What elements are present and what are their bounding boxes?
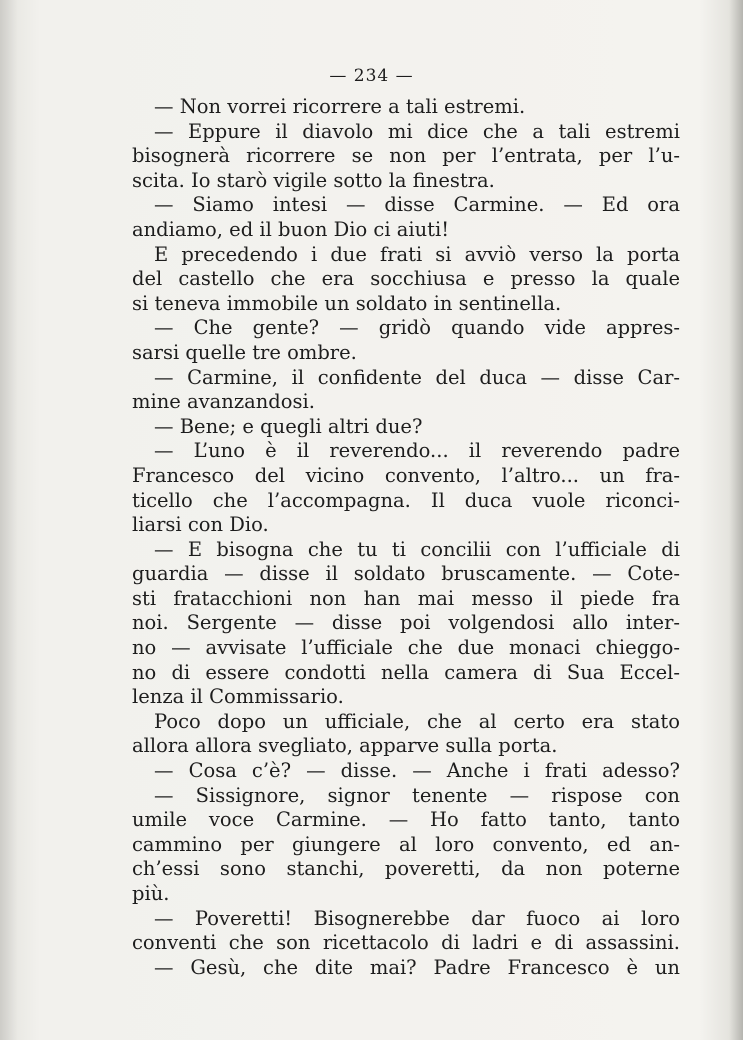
text-line: conventi che son ricettacolo di ladri e di assassini. [132, 931, 680, 955]
text-line: liarsi con Dio. [132, 513, 269, 537]
text-line: noi. Sergente — disse poi volgendosi allo inter- [132, 611, 680, 635]
text-line: — Siamo intesi — disse Carmine. — Ed ora [154, 193, 680, 217]
text-line: scita. Io starò vigile sotto la finestra. [132, 168, 495, 192]
text-line: E precedendo i due frati si avviò verso la porta [154, 242, 680, 266]
text-line: — Che gente? — gridò quando vide appres- [154, 316, 680, 340]
text-line: del castello che era socchiusa e presso la quale [132, 267, 680, 291]
text-line: — Poveretti! Bisognerebbe dar fuoco ai loro [154, 906, 680, 930]
text-line: mine avanzandosi. [132, 390, 315, 414]
text-line: allora allora svegliato, apparve sulla porta. [132, 734, 558, 758]
text-line: — L’uno è il reverendo... il reverendo padre [154, 439, 680, 463]
text-line: si teneva immobile un soldato in sentinella. [132, 291, 562, 315]
spine-shadow [0, 0, 18, 1040]
text-line: — E bisogna che tu ti concilii con l’ufficiale di [154, 537, 680, 561]
text-line: lenza il Commissario. [132, 685, 344, 709]
text-line: ch’essi sono stanchi, poveretti, da non poterne [132, 857, 680, 881]
text-line: — Bene; e quegli altri due? [154, 414, 423, 438]
text-line: cammino per giungere al loro convento, ed an- [132, 832, 680, 856]
page-number: — 234 — [329, 66, 414, 86]
text-line: andiamo, ed il buon Dio ci aiuti! [132, 217, 450, 241]
text-line: no — avvisate l’ufficiale che due monaci chieggo- [132, 636, 680, 660]
text-line: — Sissignore, signor tenente — rispose con [154, 783, 680, 807]
text-line: — Cosa c’è? — disse. — Anche i frati adesso? [154, 759, 680, 783]
text-line: sti fratacchioni non han mai messo il piede fra [132, 586, 680, 610]
text-line: umile voce Carmine. — Ho fatto tanto, tanto [132, 808, 680, 832]
page-edge-shadow [729, 0, 743, 1040]
text-line: — Eppure il diavolo mi dice che a tali estremi [154, 119, 680, 143]
text-line: guardia — disse il soldato bruscamente. — Cote- [132, 562, 680, 586]
text-line: — Gesù, che dite mai? Padre Francesco è un [154, 955, 680, 979]
text-line: bisognerà ricorrere se non per l’entrata, per l’u- [132, 144, 680, 168]
text-line: Francesco del vicino convento, l’altro... un fra- [132, 463, 680, 487]
text-line: no di essere condotti nella camera di Sua Eccel- [132, 660, 680, 684]
text-line: Poco dopo un ufficiale, che al certo era stato [154, 709, 680, 733]
text-line: — Non vorrei ricorrere a tali estremi. [154, 95, 526, 118]
body-text [132, 95, 680, 980]
text-line: sarsi quelle tre ombre. [132, 340, 357, 364]
text-line: più. [132, 882, 170, 905]
text-line: — Carmine, il confidente del duca — disse Car- [154, 365, 680, 389]
text-line: ticello che l’accompagna. Il duca vuole riconci- [132, 488, 680, 512]
